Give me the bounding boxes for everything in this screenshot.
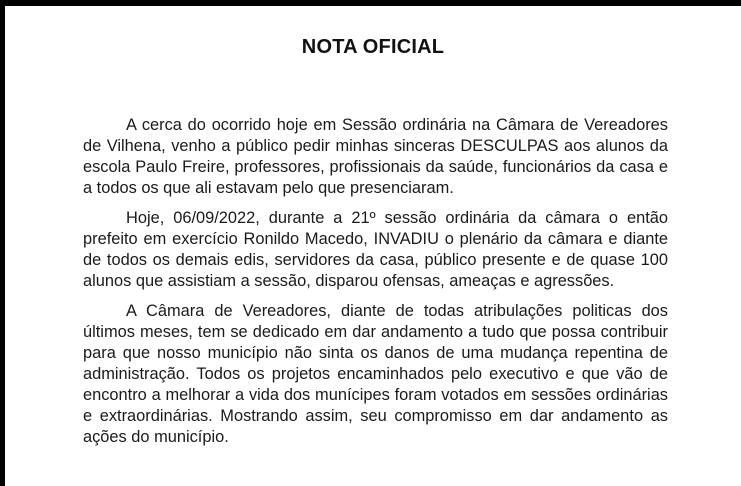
paragraph-apology: A cerca do ocorrido hoje em Sessão ordinária na Câmara de Vereadores de Vilhena, venho a público pedir minhas sinceras DESCULPAS aos alunos da escola Paulo Freire, professores, profissionais da saúde, funcionários da casa e a todos os que ali estavam pelo que presenciaram. — [83, 116, 668, 197]
document-page — [5, 6, 741, 486]
paragraph-council-statement: A Câmara de Vereadores, diante de todas atribulações politicas dos últimos meses, tem se dedicado em dar andamento a tudo que possa contribuir para que nosso município não sinta os danos de uma mudança repentina de administração. Todos os projetos encaminhados pelo executivo e que vão de encontro a melhorar a vida dos munícipes foram votados em sessões ordinárias e extraordinárias. Mostrando assim, seu compromisso em dar andamento as ações do município. — [83, 302, 668, 446]
paragraph-incident: Hoje, 06/09/2022, durante a 21º sessão ordinária da câmara o então prefeito em exercício Ronildo Macedo, INVADIU o plenário da câmara e diante de todos os demais edis, servidores da casa, público presente e de quase 100 alunos que assistiam a sessão, disparou ofensas, ameaças e agressões. — [83, 209, 668, 290]
document-title: NOTA OFICIAL — [301, 36, 445, 58]
document-body — [83, 115, 668, 457]
